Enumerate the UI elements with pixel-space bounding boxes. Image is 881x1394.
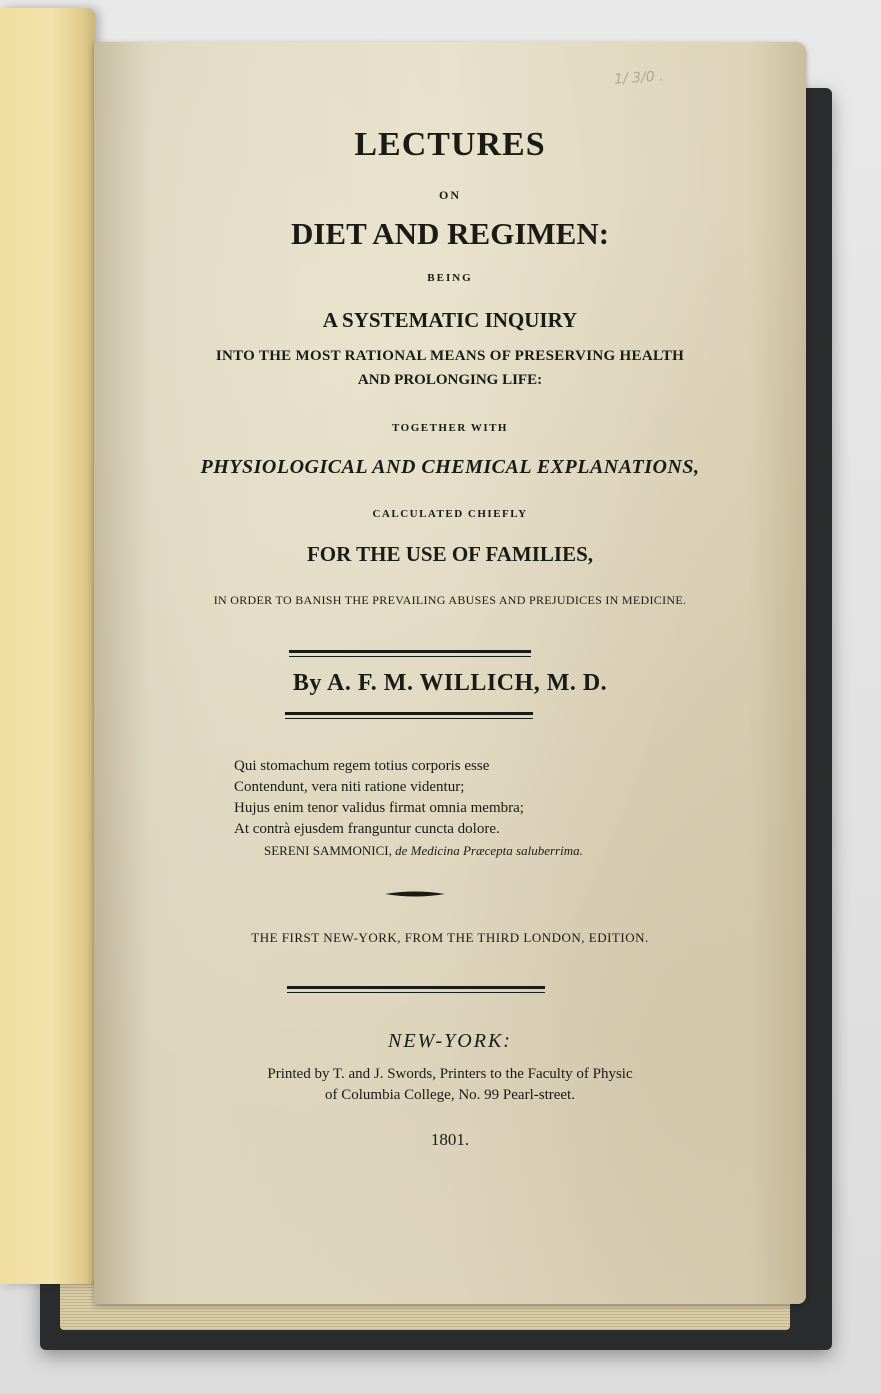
attribution-work: de Medicina Præcepta saluberrima. [395,843,583,858]
title-prolonging-line: AND PROLONGING LIFE: [357,372,543,388]
epigraph-line: At contrà ejusdem franguntur cuncta dolore. [234,821,500,837]
double-rule-bottom [285,712,533,720]
left-endpaper [0,8,95,1284]
ornament-dash-icon [385,890,445,898]
title-explanations: PHYSIOLOGICAL AND CHEMICAL EXPLANATIONS, [200,456,700,478]
title-families: FOR THE USE OF FAMILIES, [306,542,594,566]
imprint-place: NEW-YORK: [388,1030,512,1052]
attribution-name: SERENI SAMMONICI, [264,843,392,858]
title-page [94,42,806,1304]
title-together-with: TOGETHER WITH [392,422,508,434]
imprint-printer-1: Printed by T. and J. Swords, Printers to the Faculty of Physic [267,1066,633,1082]
epigraph-line: Qui stomachum regem totius corporis esse [234,758,490,774]
epigraph-line: Contendunt, vera niti ratione videntur; [234,779,465,795]
title-purpose: IN ORDER TO BANISH THE PREVAILING ABUSES AND PREJUDICES IN MEDICINE. [213,593,687,607]
pencil-annotation: 1/ 3/0 . [613,68,665,88]
author-line: By A. F. M. WILLICH, M. D. [292,670,608,696]
title-subject: DIET AND REGIMEN: [290,216,610,251]
title-into-line: INTO THE MOST RATIONAL MEANS OF PRESERVING HEALTH [215,348,685,364]
imprint-year: 1801. [430,1130,470,1149]
title-inquiry: A SYSTEMATIC INQUIRY [322,308,578,332]
imprint-printer-2: of Columbia College, No. 99 Pearl-street. [325,1087,575,1103]
title-being: BEING [427,272,473,284]
edition-line: THE FIRST NEW-YORK, FROM THE THIRD LONDON, EDITION. [251,930,649,945]
double-rule-top [289,650,531,658]
title-on: ON [439,188,461,202]
double-rule-imprint [287,986,545,994]
epigraph [234,756,583,861]
epigraph-attribution [234,840,583,861]
epigraph-line: Hujus enim tenor validus firmat omnia membra; [234,800,524,816]
title-lectures: LECTURES [354,126,546,163]
title-calculated: CALCULATED CHIEFLY [372,508,528,520]
